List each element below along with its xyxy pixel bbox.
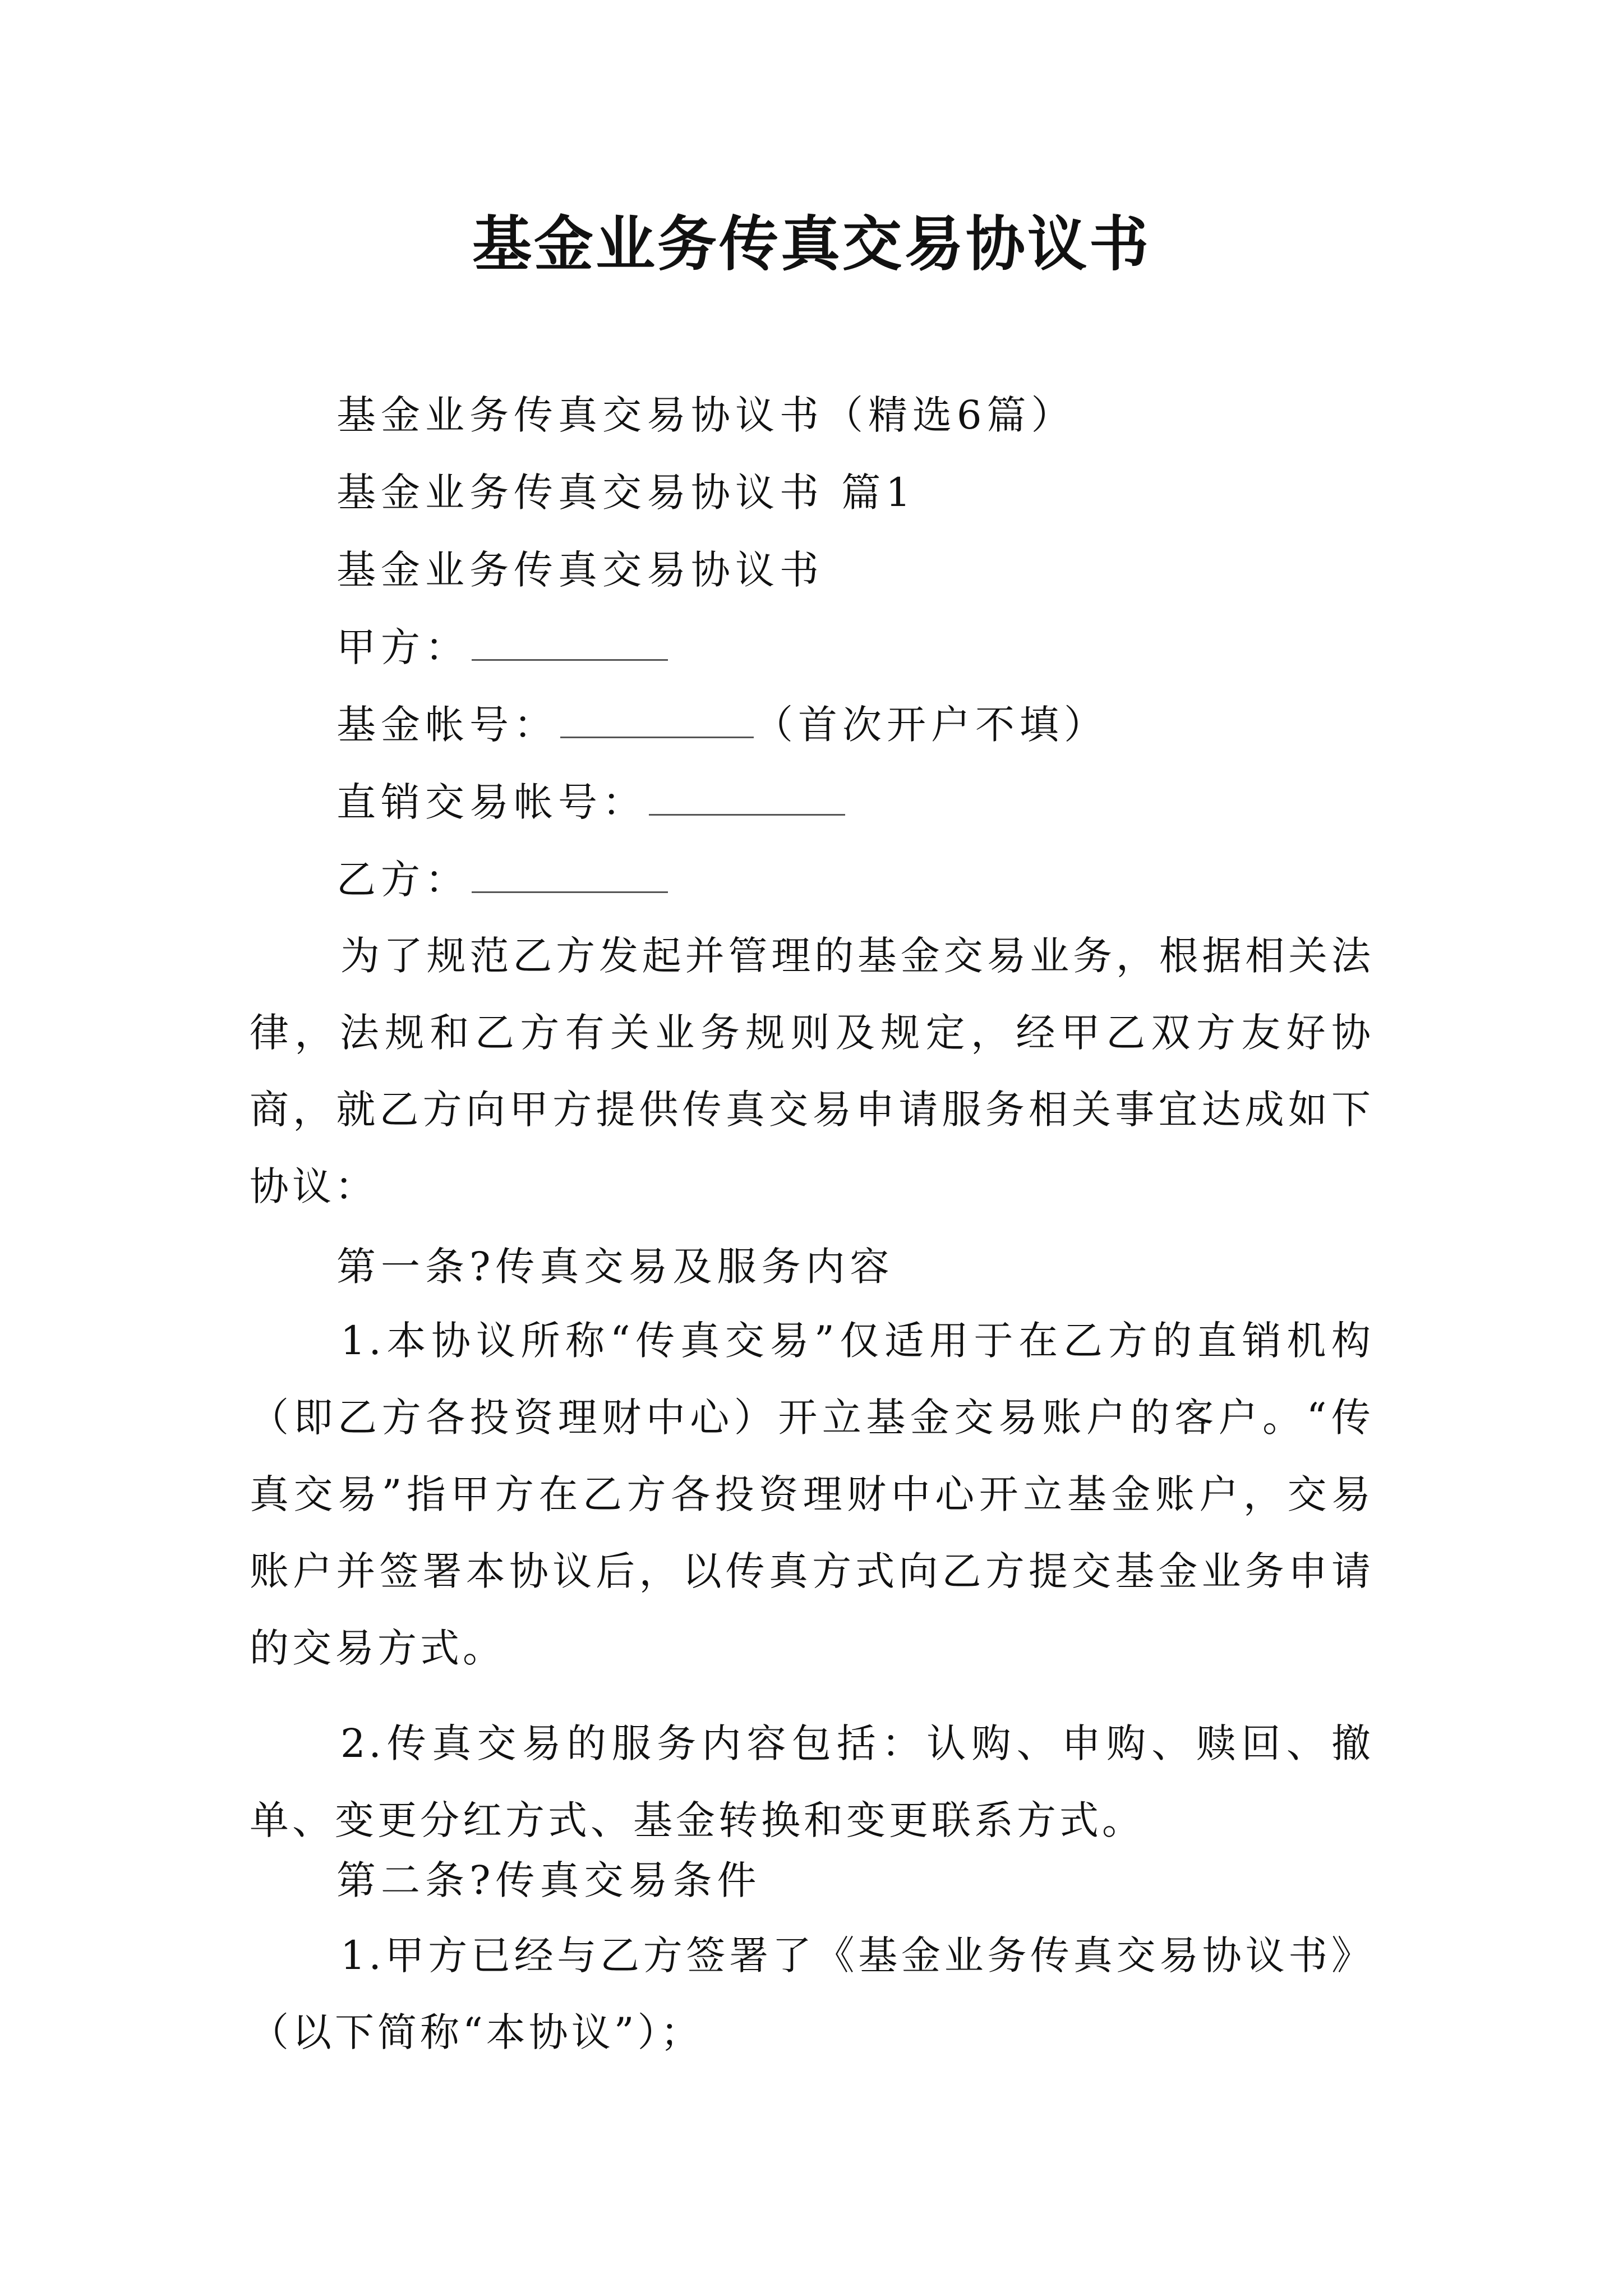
section-heading: 基金业务传真交易协议书 bbox=[336, 547, 824, 593]
chapter-heading: 基金业务传真交易协议书 篇1 bbox=[336, 470, 916, 516]
direct-account-blank bbox=[649, 779, 845, 816]
party-b-field bbox=[336, 852, 668, 908]
document-subtitle: 基金业务传真交易协议书（精选6篇） bbox=[336, 392, 1076, 438]
intro-paragraph: 为了规范乙方发起并管理的基金交易业务，根据相关法律，法规和乙方有关业务规则及规定，经甲乙双方友好协商，就乙方向甲方提供传真交易申请服务相关事宜达成如下协议： bbox=[250, 933, 1374, 1209]
article-2-title: 第二条?传真交易条件 bbox=[336, 1857, 762, 1903]
article-1-paragraph-2: 2.传真交易的服务内容包括：认购、申购、赎回、撤单、变更分红方式、基金转换和变更联系方式。 bbox=[250, 1720, 1374, 1843]
direct-account-label: 直销交易帐号： bbox=[336, 779, 647, 825]
article-2-paragraph-1: 1.甲方已经与乙方签署了《基金业务传真交易协议书》（以下简称“本协议”）； bbox=[250, 1932, 1374, 2055]
direct-account-field bbox=[336, 774, 845, 830]
fund-account-field bbox=[336, 697, 1108, 753]
article-1-paragraph-1: 1.本协议所称“传真交易”仅适用于在乙方的直销机构（即乙方各投资理财中心）开立基金交易账户的客户。“传真交易”指甲方在乙方各投资理财中心开立基金账户，交易账户并签署本协议后，以传真方式向乙方提交基金业务申请的交易方式。 bbox=[250, 1318, 1374, 1671]
fund-account-blank bbox=[560, 702, 754, 738]
party-b-label: 乙方： bbox=[336, 857, 469, 903]
party-b-blank bbox=[472, 857, 668, 893]
party-a-field bbox=[336, 619, 668, 675]
party-a-label: 甲方： bbox=[336, 624, 469, 670]
article-1-title: 第一条?传真交易及服务内容 bbox=[336, 1244, 895, 1290]
fund-account-note: （首次开户不填） bbox=[754, 702, 1108, 748]
fund-account-label: 基金帐号： bbox=[336, 702, 558, 748]
party-a-blank bbox=[472, 624, 668, 661]
document-title: 基金业务传真交易协议书 bbox=[472, 209, 1151, 279]
